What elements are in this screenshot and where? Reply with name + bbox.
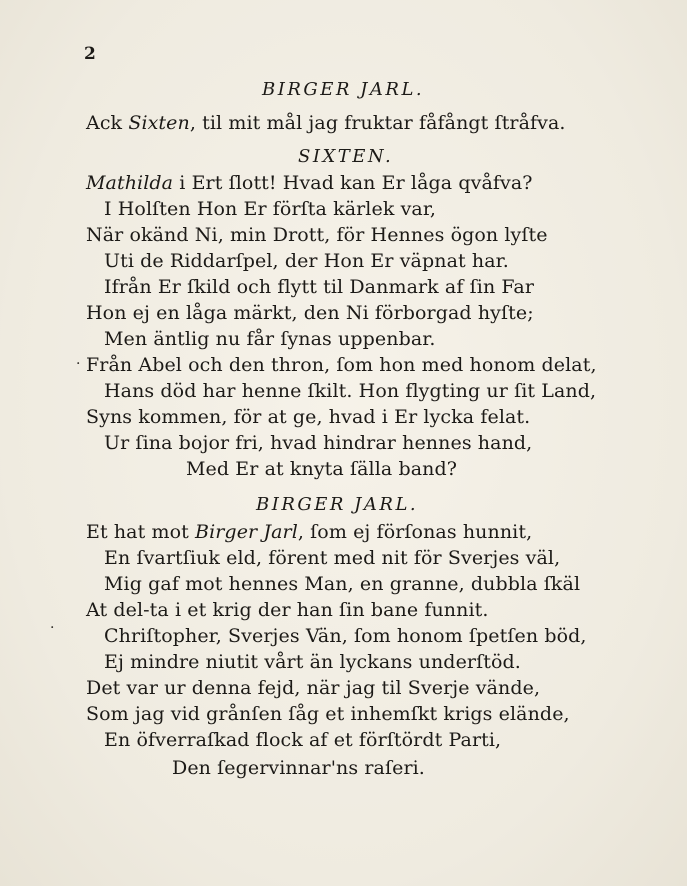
name-sixten: Sixten xyxy=(128,112,190,134)
verse-line-22: En öfverraſkad flock af et förſtördt Parti, xyxy=(104,729,502,751)
verse-line-2 xyxy=(86,172,533,194)
verse-line-20: Det var ur denna fejd, när jag til Sverje vände, xyxy=(86,677,541,699)
verse-line-16: Mig gaf mot hennes Man, en granne, dubbla ſkäl xyxy=(104,573,581,595)
page-number: 2 xyxy=(84,44,96,64)
verse-text: i Ert ſlott! Hvad kan Er låga qvåfva? xyxy=(173,172,533,194)
verse-line-19: Ej mindre niutit vårt än lyckans underſtöd. xyxy=(104,651,521,673)
verse-line-18: Chriſtopher, Sverjes Vän, ſom honom ſpetſen böd, xyxy=(104,625,587,647)
verse-line-7: Hon ej en låga märkt, den Ni förborgad hyſte; xyxy=(86,302,534,324)
verse-line-3: I Holſten Hon Er förſta kärlek var, xyxy=(104,198,437,220)
speaker-birger-jarl-2: BIRGER JARL. xyxy=(256,494,419,515)
verse-line-1 xyxy=(86,112,566,134)
verse-line-21: Som jag vid grånſen ſåg et inhemſkt krigs elände, xyxy=(86,703,570,725)
verse-line-10: Hans död har henne ſkilt. Hon flygting ur ſit Land, xyxy=(104,380,597,402)
verse-line-5: Uti de Riddarſpel, der Hon Er väpnat har. xyxy=(104,250,509,272)
verse-line-17: At del-ta i et krig der han ſin bane funnit. xyxy=(86,599,489,621)
verse-line-9: Från Abel och den thron, ſom hon med honom delat, xyxy=(86,354,597,376)
speaker-birger-jarl-1: BIRGER JARL. xyxy=(262,79,425,100)
verse-text: Ack xyxy=(86,112,129,134)
verse-line-12: Ur ſina bojor fri, hvad hindrar hennes hand, xyxy=(104,432,533,454)
verse-text: , ſom ej förſonas hunnit, xyxy=(297,521,533,543)
speaker-sixten: SIXTEN. xyxy=(298,146,394,167)
verse-line-23: Den ſegervinnar'ns raſeri. xyxy=(172,757,425,779)
verse-line-6: Ifrån Er ſkild och flytt til Danmark af ſin Far xyxy=(104,276,535,298)
verse-line-14 xyxy=(86,521,532,543)
verse-line-11: Syns kommen, för at ge, hvad i Er lycka felat. xyxy=(86,406,531,428)
verse-line-13: Med Er at knyta ſälla band? xyxy=(186,458,458,480)
verse-line-8: Men äntlig nu får ſynas uppenbar. xyxy=(104,328,436,350)
verse-text: , til mit mål jag fruktar fåfångt ſtråfva. xyxy=(189,112,566,134)
name-birger-jarl: Birger Jarl xyxy=(195,521,298,543)
verse-line-4: När okänd Ni, min Drott, för Hennes ögon lyſte xyxy=(86,224,548,246)
verse-line-15: En ſvartſiuk eld, förent med nit för Sverjes väl, xyxy=(104,547,561,569)
margin-mark: · xyxy=(76,356,81,372)
verse-text: Et hat mot xyxy=(86,521,196,543)
name-mathilda: Mathilda xyxy=(86,172,174,194)
margin-mark: · xyxy=(50,620,55,636)
